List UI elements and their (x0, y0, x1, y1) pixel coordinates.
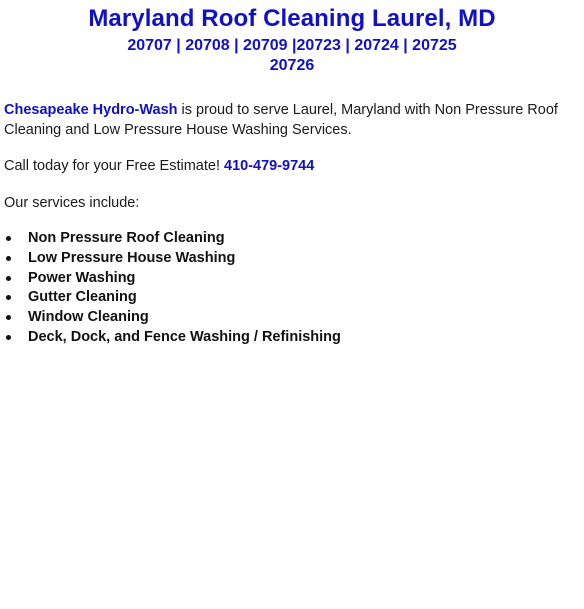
bullet-icon (6, 295, 11, 300)
list-item (4, 288, 580, 308)
cta-text: Call today for your Free Estimate! (4, 158, 224, 174)
services-heading: Our services include: (4, 195, 140, 211)
bullet-icon (6, 315, 11, 320)
zip-codes-line-1: 20707 | 20708 | 20709 |20723 | 20724 | 20725 (127, 37, 457, 54)
bullet-icon (6, 236, 11, 241)
phone-number: 410-479-9744 (224, 158, 315, 174)
service-label: Power Washing (28, 269, 136, 286)
service-label: Deck, Dock, and Fence Washing / Refinishing (28, 328, 341, 345)
service-label: Gutter Cleaning (28, 289, 137, 306)
list-item (4, 249, 580, 269)
zip-codes (4, 36, 580, 76)
list-item (4, 328, 580, 348)
bullet-icon (6, 276, 11, 281)
intro-paragraph (4, 100, 580, 140)
list-item (4, 229, 580, 249)
brand-name: Chesapeake Hydro-Wash (4, 102, 178, 118)
bullet-icon (6, 335, 11, 340)
list-item (4, 269, 580, 289)
intro-text: is proud to serve Laurel, Maryland with Non Pressure Roof Cleaning and Low Pressure House Washing Services. (4, 102, 558, 138)
services-list (4, 229, 580, 348)
service-label: Window Cleaning (28, 309, 149, 326)
service-label: Non Pressure Roof Cleaning (28, 230, 225, 246)
page-content (0, 4, 580, 348)
page-title: Maryland Roof Cleaning Laurel, MD (88, 5, 496, 32)
zip-codes-line-2: 20726 (269, 57, 315, 74)
service-label: Low Pressure House Washing (28, 249, 236, 266)
bullet-icon (6, 256, 11, 261)
cta-paragraph (4, 156, 580, 176)
list-item (4, 308, 580, 328)
